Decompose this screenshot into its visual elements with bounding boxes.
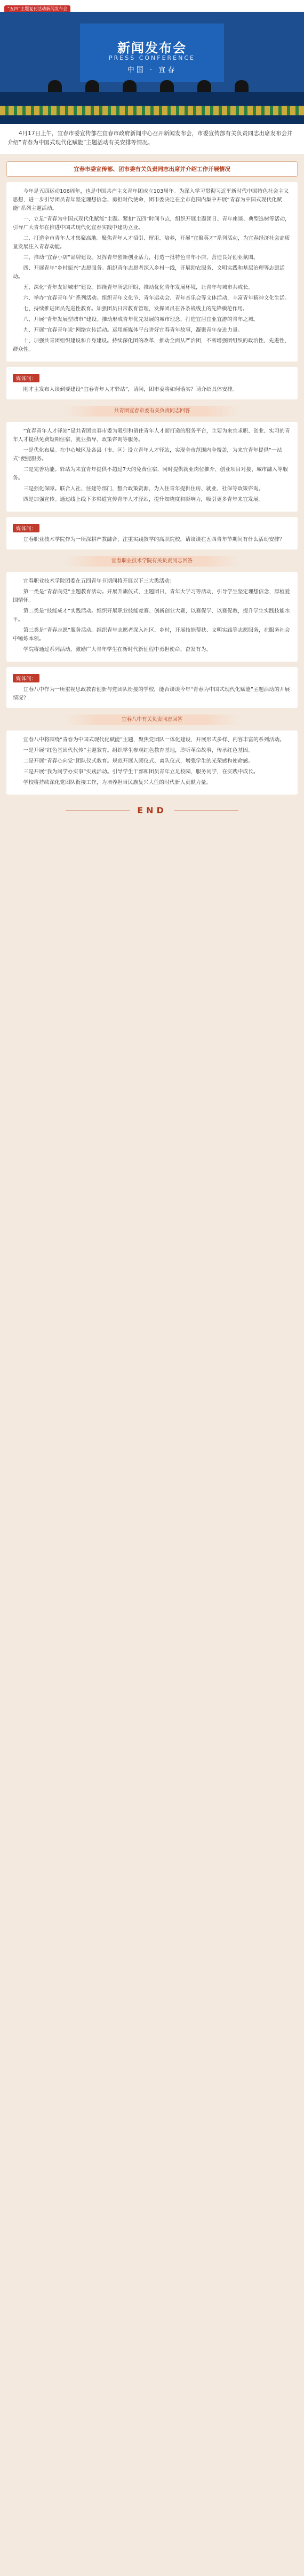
hero-city: 中国 · 宜春 bbox=[127, 66, 177, 74]
answer-body bbox=[6, 572, 298, 662]
paragraph: 五、深化“青年友好城市”建设。围绕青年所思所盼，推动优化青年发展环境，让青年与城市共成长。 bbox=[23, 285, 254, 290]
paragraph: 一是开展“红色基因代代传”主题教育。组织学生参观红色教育基地，聆听革命故事，传承红色基因。 bbox=[23, 748, 254, 753]
paragraph: 宜春职业技术学院团委在五四青年节期间将开展以下三大类活动： bbox=[23, 578, 175, 584]
paragraph: 二是开展“青春心向党”团队仪式教育。规范开展入团仪式、离队仪式，增强学生的光荣感和使命感。 bbox=[23, 758, 254, 764]
intro-paragraph: 4月17日上午，宜春市委宣传部在宜春市政府新闻中心召开新闻发布会，市委宣传部有关负责同志出席发布会并介绍“青春为中国式现代化赋能”主题活动有关安排等情况。 bbox=[0, 124, 304, 154]
question-tag: 媒体问： bbox=[13, 524, 39, 532]
hero-subtitle: PRESS CONFERENCE bbox=[109, 54, 195, 61]
paragraph: 十、加强共青团组织建设和自身建设。持续深化团的改革，推动全面从严治团，不断增强团组织的政治性、先进性、群众性。 bbox=[13, 338, 290, 352]
question-text: 刚才主发布人谈到要建设“宜春青年人才驿站”，请问，团市委将如何落实？请介绍具体安排。 bbox=[23, 387, 238, 392]
paragraph: 今年是五四运动106周年，也是中国共产主义青年团成立103周年。为深入学习贯彻习近平新时代中国特色社会主义思想，进一步引导团员青年坚定理想信念、勇担时代使命，团市委决定在全市范围内集中开展“青春为中国式现代化赋能”系列主题活动。 bbox=[13, 189, 289, 211]
paragraph: 四是加强宣传。通过线上线下多渠道宣传青年人才驿站，提升知晓度和影响力，吸引更多青年来宜发展。 bbox=[23, 497, 264, 502]
paragraph: 九、开展“宜春青年说”网络宣传活动。运用新媒体平台讲好宜春青年故事，凝聚青年奋进力量。 bbox=[23, 327, 243, 333]
flower-decoration bbox=[0, 106, 304, 115]
media-question bbox=[6, 667, 298, 708]
question-tag: 媒体问： bbox=[13, 374, 39, 382]
header-tag: “五四”主题复刊活动新闻发布会 bbox=[4, 5, 70, 13]
paragraph: 二、打造全市青年人才集聚高地。聚焦青年人才招引、留用、培养，开展“宜聚英才”系列活动，为宜春经济社会高质量发展注入青春动能。 bbox=[13, 235, 290, 250]
answer-banner: 共青团宜春市委有关负责同志回答 bbox=[64, 406, 240, 417]
paragraph: 第一类是“青春向党”主题教育活动。开展升旗仪式、主题团日、青年大学习等活动，引导学生坚定理想信念，厚植爱国情怀。 bbox=[13, 589, 290, 603]
paragraph: 宜春八中将围绕“青春为中国式现代化赋能”主题，聚焦党团队一体化建设，开展形式多样、内容丰富的系列活动。 bbox=[23, 737, 285, 743]
section-title: 宜春市委宣传部、团市委有关负责同志出席并介绍工作开展情况 bbox=[6, 161, 298, 177]
paragraph: 三是强化保障。联合人社、住建等部门，整合政策资源，为入住青年提供住房、就业、社保等政策咨询。 bbox=[23, 486, 264, 492]
answer-banner: 宜春职业技术学院有关负责同志回答 bbox=[64, 556, 240, 567]
paragraph: 第三类是“青春志愿”服务活动。组织青年志愿者深入社区、乡村，开展技能帮扶、文明实践等志愿服务，在服务社会中锤炼本领。 bbox=[13, 627, 290, 642]
paragraph: “宜春青年人才驿站”是共青团宜春市委为吸引和留住青年人才而打造的服务平台，主要为来宜求职、创业、实习的青年人才提供免费短期住宿、就业指导、政策咨询等服务。 bbox=[13, 428, 290, 443]
paragraph: 四、开展青年“乡村振兴”志愿服务。组织青年志愿者深入乡村一线，开展助农服务、文明实践和基层治理等志愿活动。 bbox=[13, 265, 285, 280]
paragraph: 七、持续推进团员先进性教育。加强团员日常教育管理，发挥团员在各条战线上的先锋模范作用。 bbox=[23, 306, 248, 312]
section-body bbox=[6, 182, 298, 362]
paragraph: 学院将通过系列活动，激励广大青年学生在新时代新征程中勇担使命、奋发有为。 bbox=[23, 647, 212, 653]
hero-title: 新闻发布会 bbox=[117, 41, 187, 56]
paragraph: 三、推动“宜春小店”品牌建设。发挥青年创新创业活力，打造一批特色青年小店，营造良好创业氛围。 bbox=[23, 255, 259, 261]
top-bar bbox=[0, 0, 304, 12]
paragraph: 一、立足“青春为中国式现代化赋能”主题。紧扣“五四”时间节点，组织开展主题团日、青年座谈、典型选树等活动，引导广大青年在推进中国式现代化宜春实践中建功立业。 bbox=[13, 216, 290, 231]
answer-body bbox=[6, 422, 298, 512]
end-marker: END bbox=[0, 800, 304, 821]
paragraph: 二是完善功能。驿站为来宜青年提供不超过7天的免费住宿，同时提供就业岗位推介、创业项目对接、城市融入等服务。 bbox=[13, 467, 288, 481]
question-text: 宜春职业技术学院作为一所深耕产教融合、注重实践教学的高职院校，请谈谈在五四青年节期间有什么活动安排？ bbox=[23, 537, 285, 543]
question-text: 宜春八中作为一所重视思政教育创新与党团队衔接的学校，能否谈谈今年“青春为中国式现代化赋能”主题活动的开展情况？ bbox=[13, 687, 290, 701]
question-tag: 媒体问： bbox=[13, 674, 39, 682]
paragraph: 三是开展“我为同学办实事”实践活动。引导学生干部和团员青年立足校园，服务同学，在实践中成长。 bbox=[23, 769, 259, 775]
answer-body bbox=[6, 731, 298, 795]
media-question bbox=[6, 517, 298, 549]
answer-banner: 宜春八中有关负责同志回答 bbox=[64, 714, 240, 725]
paragraph: 第二类是“技能成才”实践活动。组织开展职业技能竞赛、创新创业大赛，以赛促学、以赛促教，提升学生实践技能水平。 bbox=[13, 608, 290, 623]
paragraph: 一是优化布局。在中心城区及各县（市、区）设立青年人才驿站，实现全市范围内全覆盖，为来宜青年提供“一站式”便捷服务。 bbox=[13, 447, 282, 462]
paragraph: 八、开展“青年发展型城市”建设。推动形成青年优先发展的城市理念，打造宜居宜业宜游的青年之城。 bbox=[23, 317, 259, 323]
press-conference-photo bbox=[0, 12, 304, 124]
paragraph: 学校将持续深化党团队衔接工作，为培养担当民族复兴大任的时代新人贡献力量。 bbox=[23, 780, 212, 786]
paragraph: 六、举办“宜春青年节”系列活动。组织青年文化节、青年运动会、青年音乐会等文体活动，丰富青年精神文化生活。 bbox=[23, 295, 290, 301]
media-question bbox=[6, 367, 298, 399]
